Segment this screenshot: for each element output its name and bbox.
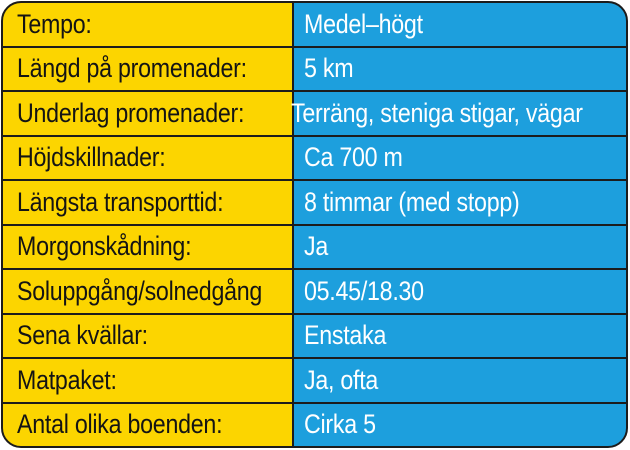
row-label <box>3 48 294 91</box>
table-row <box>3 137 626 182</box>
row-label-text: Höjdskillnader: <box>17 142 166 173</box>
row-label-text: Underlag promenader: <box>17 97 245 128</box>
table-rows <box>3 3 626 446</box>
row-value <box>294 3 626 46</box>
table-row <box>3 181 626 226</box>
table-row <box>3 270 626 315</box>
table-row <box>3 404 626 447</box>
row-value-text: 5 km <box>304 53 354 84</box>
row-value <box>294 137 626 180</box>
row-value-text: Enstaka <box>304 320 387 351</box>
row-value-text: Ca 700 m <box>304 142 403 173</box>
row-label <box>3 315 294 358</box>
row-label <box>3 181 294 224</box>
row-label <box>3 3 294 46</box>
row-value-text: Ja, ofta <box>304 364 379 395</box>
row-label <box>3 270 294 313</box>
table-row <box>3 359 626 404</box>
row-label-text: Längd på promenader: <box>17 53 247 84</box>
row-value-text: 8 timmar (med stopp) <box>304 186 520 217</box>
row-label-text: Soluppgång/solnedgång <box>17 275 263 306</box>
row-label-text: Morgonskådning: <box>17 231 192 262</box>
row-value-text: 05.45/18.30 <box>304 275 424 306</box>
table-row <box>3 226 626 271</box>
row-label-text: Sena kvällar: <box>17 320 148 351</box>
row-label <box>3 137 294 180</box>
row-label <box>3 359 294 402</box>
row-label-text: Matpaket: <box>17 364 117 395</box>
row-label <box>3 226 294 269</box>
table-row <box>3 3 626 48</box>
row-value <box>294 48 626 91</box>
table-row <box>3 92 626 137</box>
table-row <box>3 315 626 360</box>
row-value-text: Medel–högt <box>304 8 423 39</box>
row-label-text: Antal olika boenden: <box>17 409 223 440</box>
table-row <box>3 48 626 93</box>
info-table <box>1 1 628 448</box>
row-value-text: Cirka 5 <box>304 409 376 440</box>
row-value <box>294 270 626 313</box>
row-value <box>294 181 626 224</box>
row-label <box>3 404 294 447</box>
row-value-text: Ja <box>304 231 329 262</box>
row-value <box>294 404 626 447</box>
row-label-text: Tempo: <box>17 8 92 39</box>
row-value <box>294 226 626 269</box>
row-value <box>294 359 626 402</box>
row-label-text: Längsta transporttid: <box>17 186 224 217</box>
row-value <box>294 315 626 358</box>
row-label <box>3 92 281 135</box>
row-value-text: Terräng, steniga stigar, vägar <box>291 97 583 128</box>
row-value <box>281 92 628 135</box>
